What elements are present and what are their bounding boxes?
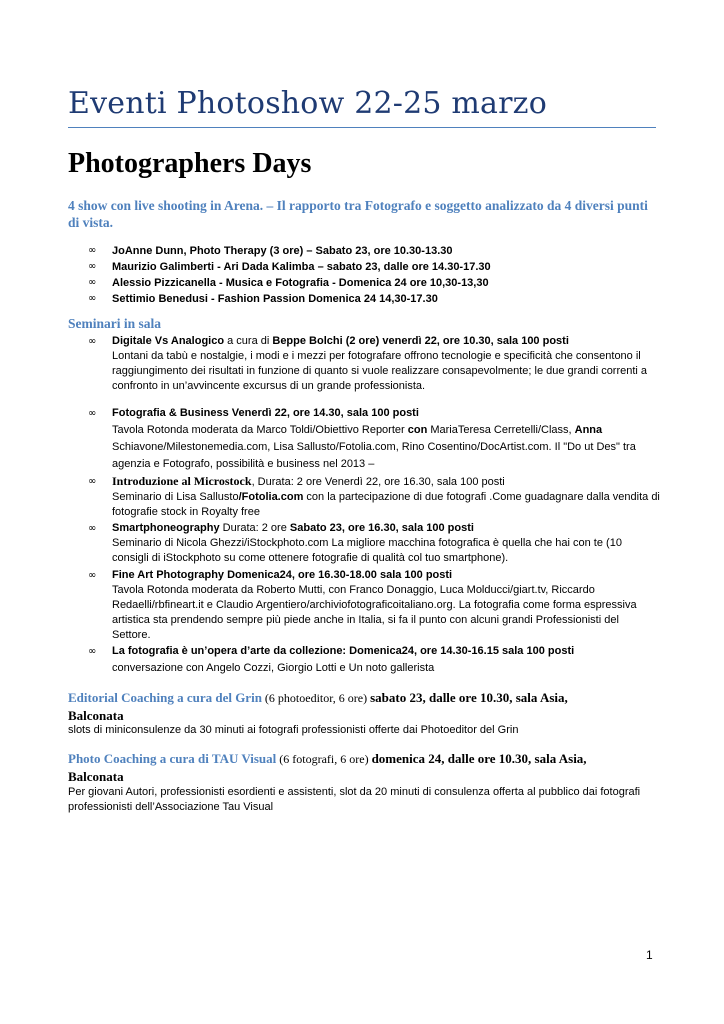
description-text: con — [407, 424, 428, 436]
seminar-title: Fotografia & Business Venerdì 22, ore 14.30, sala 100 posti — [112, 407, 419, 419]
photo-coaching-heading — [68, 750, 658, 785]
editorial-coaching-description: slots di miniconsulenze da 30 minuti ai fotografi professionisti offerte dai Photoeditor del Grin — [68, 724, 519, 736]
title-underline-rule — [68, 127, 656, 128]
list-item — [88, 275, 668, 291]
seminar-item — [88, 521, 660, 566]
description-text: Seminario di Lisa Sallusto — [112, 491, 239, 503]
seminar-description: Seminario di Nicola Ghezzi/iStockphoto.com La migliore macchina fotografica è quella che hai con te (10 consigli di iStockphoto su come ottenere fotografie di qualità col tuo smartphone). — [112, 537, 622, 564]
photo-coaching-paren: (6 fotografi, 6 ore) — [276, 752, 372, 766]
page-number: 1 — [646, 948, 653, 962]
editorial-coaching-where: Balconata — [68, 708, 124, 723]
list-item — [88, 259, 668, 275]
description-text: MariaTeresa Cerretelli/Class, — [427, 424, 575, 436]
infinity-bullet-icon: ∞ — [88, 261, 97, 272]
editorial-coaching-when: sabato 23, dalle ore 10.30, sala Asia, — [370, 690, 568, 705]
page-title: Eventi Photoshow 22-25 marzo — [68, 86, 547, 121]
photo-coaching-when: domenica 24, dalle ore 10.30, sala Asia, — [371, 751, 587, 766]
description-text: con la partecipazione di due fotografi .Come guadagnare dalla vendita di fotografie stock in Royalty free — [112, 491, 660, 518]
description-text: Schiavone/Milestonemedia.com, Lisa Sallusto/Fotolia.com, Rino Cosentino/DocArtist.com. Il "Do ut Des" tra agenzia e Fotografo, possibilità e business nel 2013 – — [112, 441, 636, 470]
photo-coaching-description: Per giovani Autori, professionisti esordienti e assistenti, slot da 20 minuti di consulenza offerta al pubblico dai fotografi professionisti dell’Associazione Tau Visual — [68, 786, 641, 813]
seminar-detail: Sabato 23, ore 16.30, sala 100 posti — [289, 522, 474, 534]
intro-paragraph: 4 show con live shooting in Arena. – Il rapporto tra Fotografo e soggetto analizzato da 4 diversi punti di vista. — [68, 198, 648, 230]
description-text: Tavola Rotonda moderata da Marco Toldi/Obiettivo Reporter — [112, 424, 408, 436]
seminar-item — [88, 643, 660, 677]
seminar-title: La fotografia è un’opera d’arte da collezione: Domenica24, ore 14.30-16.15 sala 100 posti — [112, 645, 575, 657]
seminar-description: Tavola Rotonda moderata da Roberto Mutti, con Franco Donaggio, Luca Molducci/giart.tv, Riccardo Redaelli/rbfineart.it e Claudio Argentiero/archiviofotograficoitaliano.org. La fotografia come forma espressiva artistica sta prendendo sempre più piede anche in Italia, si fa il punto con alcuni grandi Professionisti del Settore. — [112, 584, 637, 641]
seminar-mid: a cura di — [224, 335, 273, 347]
section-heading: Photographers Days — [68, 148, 312, 179]
seminar-title: Introduzione al Microstock — [112, 474, 252, 488]
seminar-title: Fine Art Photography Domenica24, ore 16.30-18.00 sala 100 posti — [112, 569, 453, 581]
infinity-bullet-icon: ∞ — [88, 293, 97, 304]
list-item — [88, 243, 668, 259]
infinity-bullet-icon: ∞ — [88, 646, 97, 657]
seminar-title: Digitale Vs Analogico — [112, 335, 225, 347]
show-text: Maurizio Galimberti - Ari Dada Kalimba – sabato 23, dalle ore 14.30-17.30 — [112, 261, 491, 273]
photo-coaching-label: Photo Coaching a cura di TAU Visual — [68, 751, 277, 766]
show-text: Alessio Pizzicanella - Musica e Fotografia - Domenica 24 ore 10,30-13,30 — [112, 277, 489, 289]
list-item — [88, 291, 668, 307]
seminar-item — [88, 568, 660, 643]
editorial-coaching-heading — [68, 689, 658, 724]
infinity-bullet-icon: ∞ — [88, 408, 97, 419]
infinity-bullet-icon: ∞ — [88, 476, 97, 487]
infinity-bullet-icon: ∞ — [88, 277, 97, 288]
seminar-item — [88, 474, 660, 520]
seminar-detail: , Durata: 2 ore Venerdì 22, ore 16.30, sala 100 posti — [251, 476, 505, 488]
seminar-description: conversazione con Angelo Cozzi, Giorgio Lotti e Un noto gallerista — [112, 662, 435, 674]
seminar-description — [88, 490, 660, 520]
seminar-description: Lontani da tabù e nostalgie, i modi e i mezzi per fotografare offrono tecnologie e specificità che consentono il raggiungimento dei risultati in funzione di quanto si vuole realizzare consapevolmente; le due grandi correnti a confronto in un’avvincente excursus di un grande professionista. — [112, 350, 648, 392]
show-text: Settimio Benedusi - Fashion Passion Domenica 24 14,30-17.30 — [112, 293, 438, 305]
seminari-heading: Seminari in sala — [68, 316, 162, 331]
editorial-coaching-paren: (6 photoeditor, 6 ore) — [261, 691, 371, 705]
seminar-mid: Durata: 2 ore — [219, 522, 290, 534]
seminar-item — [88, 334, 660, 394]
photo-coaching-where: Balconata — [68, 769, 124, 784]
description-text: /Fotolia.com — [238, 491, 304, 503]
seminar-description — [88, 422, 660, 473]
seminar-detail: Beppe Bolchi (2 ore) venerdì 22, ore 10.30, sala 100 posti — [272, 335, 569, 347]
editorial-coaching-label: Editorial Coaching a cura del Grin — [68, 690, 262, 705]
infinity-bullet-icon: ∞ — [88, 336, 97, 347]
infinity-bullet-icon: ∞ — [88, 570, 97, 581]
infinity-bullet-icon: ∞ — [88, 245, 97, 256]
shows-list — [88, 243, 668, 307]
seminar-title: Smartphoneography — [112, 522, 220, 534]
seminar-item — [88, 405, 660, 473]
show-text: JoAnne Dunn, Photo Therapy (3 ore) – Sabato 23, ore 10.30-13.30 — [112, 245, 453, 257]
infinity-bullet-icon: ∞ — [88, 523, 97, 534]
description-text: Anna — [574, 424, 603, 436]
